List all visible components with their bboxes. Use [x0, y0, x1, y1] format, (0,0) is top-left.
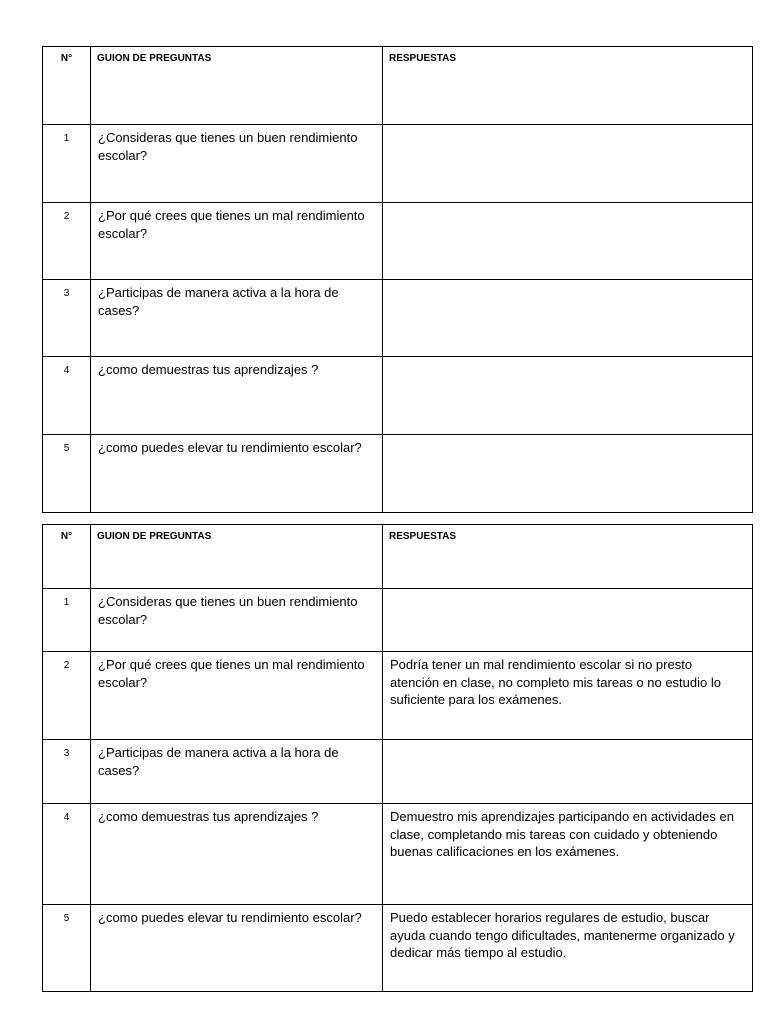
question-cell: ¿Por qué crees que tienes un mal rendimiento escolar? [91, 203, 383, 280]
header-answers: RESPUESTAS [383, 525, 753, 589]
question-cell: ¿como puedes elevar tu rendimiento escolar? [91, 905, 383, 992]
row-number: 4 [43, 804, 91, 905]
table-row [43, 280, 753, 357]
questionnaire-table-answered [42, 524, 753, 992]
row-number: 2 [43, 652, 91, 740]
row-number: 5 [43, 435, 91, 513]
table-row [43, 589, 753, 652]
table-row [43, 804, 753, 905]
header-questions: GUION DE PREGUNTAS [91, 47, 383, 125]
table-row [43, 125, 753, 203]
row-number: 3 [43, 740, 91, 804]
answer-cell[interactable] [383, 280, 753, 357]
row-number: 2 [43, 203, 91, 280]
question-cell: ¿Participas de manera activa a la hora de cases? [91, 280, 383, 357]
table-row [43, 357, 753, 435]
answer-cell[interactable]: Demuestro mis aprendizajes participando en actividades en clase, completando mis tareas con cuidado y obteniendo buenas calificaciones en los exámenes. [383, 804, 753, 905]
header-row [43, 525, 753, 589]
answer-cell[interactable] [383, 357, 753, 435]
question-cell: ¿Participas de manera activa a la hora de cases? [91, 740, 383, 804]
questionnaire-table-blank [42, 46, 753, 513]
question-cell: ¿como demuestras tus aprendizajes ? [91, 357, 383, 435]
answer-cell[interactable]: Podría tener un mal rendimiento escolar si no presto atención en clase, no completo mis tareas o no estudio lo suficiente para los exámenes. [383, 652, 753, 740]
answer-cell[interactable] [383, 589, 753, 652]
header-questions: GUION DE PREGUNTAS [91, 525, 383, 589]
answer-cell[interactable]: Puedo establecer horarios regulares de estudio, buscar ayuda cuando tengo dificultades, mantenerme organizado y dedicar más tiempo al estudio. [383, 905, 753, 992]
question-cell: ¿como demuestras tus aprendizajes ? [91, 804, 383, 905]
row-number: 5 [43, 905, 91, 992]
row-number: 1 [43, 589, 91, 652]
header-num: N° [43, 525, 91, 589]
table-row [43, 740, 753, 804]
table-row [43, 905, 753, 992]
header-num: N° [43, 47, 91, 125]
row-number: 1 [43, 125, 91, 203]
table-row [43, 652, 753, 740]
question-cell: ¿Consideras que tienes un buen rendimiento escolar? [91, 589, 383, 652]
row-number: 3 [43, 280, 91, 357]
answer-cell[interactable] [383, 125, 753, 203]
answer-cell[interactable] [383, 740, 753, 804]
answer-cell[interactable] [383, 435, 753, 513]
header-row [43, 47, 753, 125]
answer-cell[interactable] [383, 203, 753, 280]
question-cell: ¿como puedes elevar tu rendimiento escolar? [91, 435, 383, 513]
question-cell: ¿Consideras que tienes un buen rendimiento escolar? [91, 125, 383, 203]
table-row [43, 203, 753, 280]
question-cell: ¿Por qué crees que tienes un mal rendimiento escolar? [91, 652, 383, 740]
header-answers: RESPUESTAS [383, 47, 753, 125]
row-number: 4 [43, 357, 91, 435]
table-row [43, 435, 753, 513]
